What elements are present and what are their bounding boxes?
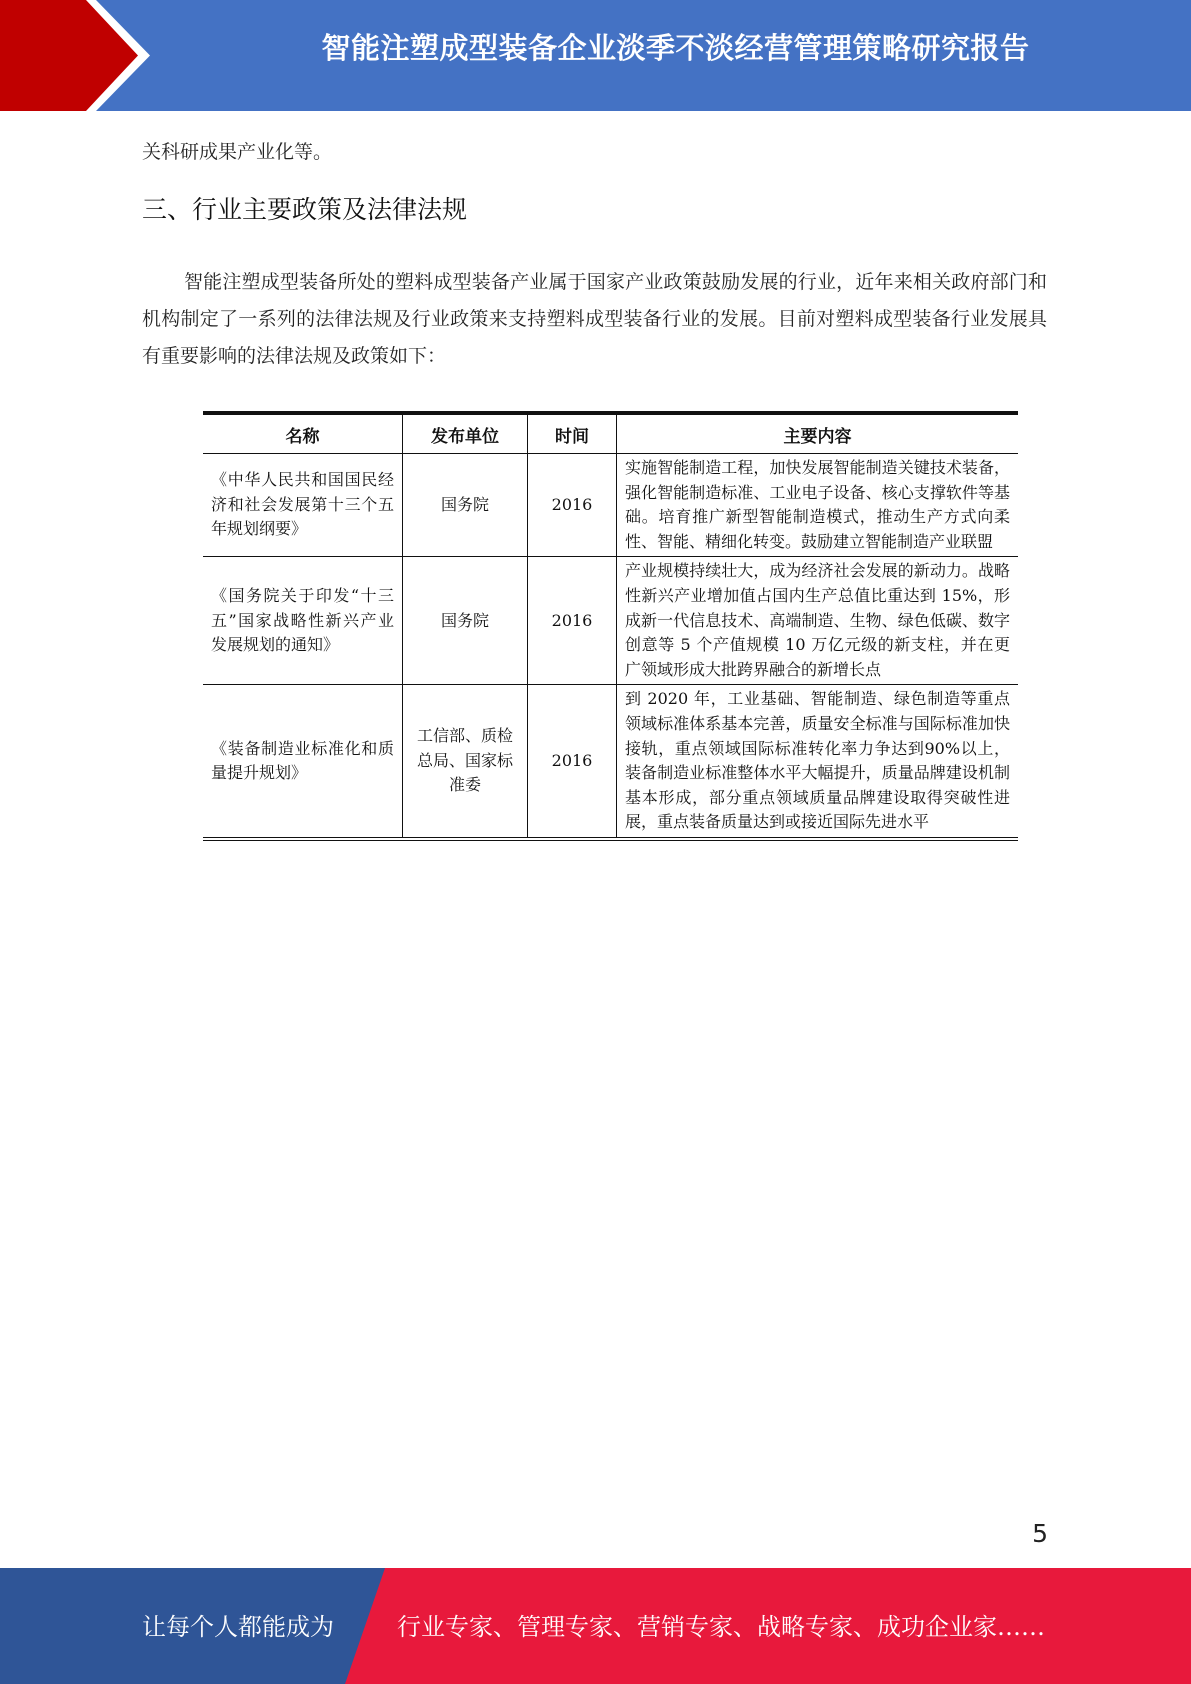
policy-year: 2016 bbox=[528, 454, 617, 557]
header-year: 时间 bbox=[528, 413, 617, 454]
continued-text: 关科研成果产业化等。 bbox=[142, 141, 333, 163]
policy-content: 产业规模持续壮大，成为经济社会发展的新动力。战略性新兴产业增加值占国内生产总值比重达到 15%，形成新一代信息技术、高端制造、生物、绿色低碳、数字创意等 5 个产值规模 10 万亿元级的新支柱，并在更广领域形成大批跨界融合的新增长点 bbox=[617, 557, 1019, 685]
policy-name: 《装备制造业标准化和质量提升规划》 bbox=[211, 738, 394, 783]
table-row bbox=[203, 557, 1018, 685]
report-title: 智能注塑成型装备企业淡季不淡经营管理策略研究报告 bbox=[321, 31, 1030, 65]
footer-slogan-right: 行业专家、管理专家、营销专家、战略专家、成功企业家…… bbox=[397, 1613, 1045, 1641]
header-content: 主要内容 bbox=[617, 413, 1019, 454]
intro-paragraph: 智能注塑成型装备所处的塑料成型装备产业属于国家产业政策鼓励发展的行业，近年来相关政府部门和机构制定了一系列的法律法规及行业政策来支持塑料成型装备行业的发展。目前对塑料成型装备行业发展具有重要影响的法律法规及政策如下： bbox=[142, 271, 1047, 367]
page-footer bbox=[0, 1568, 1191, 1684]
page-number: 5 bbox=[1032, 1519, 1048, 1548]
footer-slogan-left: 让每个人都能成为 bbox=[142, 1613, 334, 1641]
policy-content: 到 2020 年，工业基础、智能制造、绿色制造等重点领域标准体系基本完善，质量安全标准与国际标准加快接轨，重点领域国际标准转化率力争达到90%以上，装备制造业标准整体水平大幅提升，质量品牌建设机制基本形成，部分重点领域质量品牌建设取得突破性进展，重点装备质量达到或接近国际先进水平 bbox=[617, 685, 1019, 839]
policy-table bbox=[203, 411, 1018, 841]
policy-content: 实施智能制造工程，加快发展智能制造关键技术装备，强化智能制造标准、工业电子设备、核心支撑软件等基础。培育推广新型智能制造模式，推动生产方式向柔性、智能、精细化转变。鼓励建立智能制造产业联盟 bbox=[617, 454, 1019, 557]
header-name: 名称 bbox=[203, 413, 403, 454]
page-header bbox=[0, 0, 1191, 111]
header-issuer: 发布单位 bbox=[403, 413, 528, 454]
policy-year: 2016 bbox=[528, 685, 617, 839]
section-heading: 三、行业主要政策及法律法规 bbox=[142, 195, 468, 224]
policy-issuer: 国务院 bbox=[403, 557, 528, 685]
table-header-row bbox=[203, 413, 1018, 454]
table-row bbox=[203, 454, 1018, 557]
table-row bbox=[203, 685, 1018, 839]
policy-issuer: 工信部、质检总局、国家标准委 bbox=[403, 685, 528, 839]
policy-year: 2016 bbox=[528, 557, 617, 685]
policy-name: 《中华人民共和国国民经济和社会发展第十三个五年规划纲要》 bbox=[203, 454, 403, 557]
policy-name: 《国务院关于印发“十三五”国家战略性新兴产业发展规划的通知》 bbox=[203, 557, 403, 685]
policy-issuer: 国务院 bbox=[403, 454, 528, 557]
